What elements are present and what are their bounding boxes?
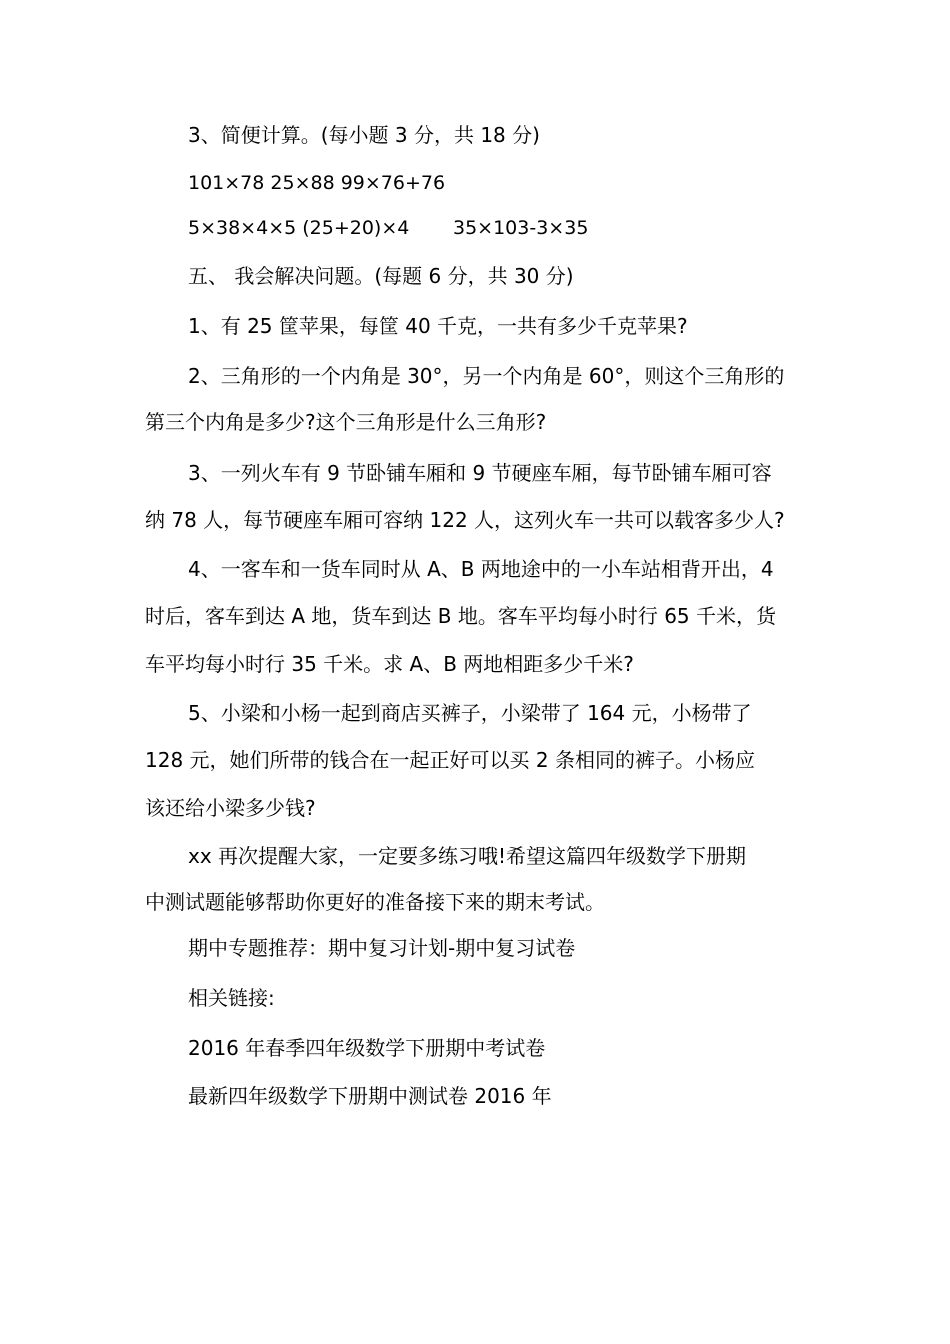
related-link-2[interactable]: 最新四年级数学下册期中测试卷 2016 年 bbox=[188, 1084, 552, 1108]
question-4-line-1: 4、一客车和一货车同时从 A、B 两地途中的一小车站相背开出，4 bbox=[188, 557, 774, 581]
calc-row-2-b: 35×103-3×35 bbox=[453, 217, 589, 239]
question-2-line-2: 第三个内角是多少?这个三角形是什么三角形? bbox=[145, 410, 547, 434]
closing-line-1: xx 再次提醒大家，一定要多练习哦!希望这篇四年级数学下册期 bbox=[188, 844, 747, 868]
question-5-line-2: 128 元，她们所带的钱合在一起正好可以买 2 条相同的裤子。小杨应 bbox=[145, 748, 755, 772]
question-3-line-1: 3、一列火车有 9 节卧铺车厢和 9 节硬座车厢，每节卧铺车厢可容 bbox=[188, 461, 772, 485]
question-3-line-2: 纳 78 人，每节硬座车厢可容纳 122 人，这列火车一共可以载客多少人? bbox=[145, 508, 785, 532]
question-4-line-3: 车平均每小时行 35 千米。求 A、B 两地相距多少千米? bbox=[145, 652, 634, 676]
related-links-label: 相关链接: bbox=[188, 986, 275, 1010]
question-1: 1、有 25 筐苹果，每筐 40 千克，一共有多少千克苹果? bbox=[188, 314, 688, 338]
question-5-line-1: 5、小梁和小杨一起到商店买裤子，小梁带了 164 元，小杨带了 bbox=[188, 701, 752, 725]
calc-row-1: 101×78 25×88 99×76+76 bbox=[188, 172, 446, 194]
closing-line-2: 中测试题能够帮助你更好的准备接下来的期末考试。 bbox=[145, 890, 605, 914]
question-5-line-3: 该还给小梁多少钱? bbox=[145, 796, 316, 820]
section3-heading: 3、简便计算。(每小题 3 分，共 18 分) bbox=[188, 123, 540, 147]
related-link-1[interactable]: 2016 年春季四年级数学下册期中考试卷 bbox=[188, 1036, 546, 1060]
question-4-line-2: 时后，客车到达 A 地，货车到达 B 地。客车平均每小时行 65 千米，货 bbox=[145, 604, 776, 628]
section5-heading: 五、 我会解决问题。(每题 6 分，共 30 分) bbox=[188, 264, 574, 288]
recommend-text: 期中专题推荐：期中复习计划-期中复习试卷 bbox=[188, 936, 576, 960]
calc-row-2-a: 5×38×4×5 (25+20)×4 bbox=[188, 217, 410, 239]
question-2-line-1: 2、三角形的一个内角是 30°，另一个内角是 60°，则这个三角形的 bbox=[188, 364, 785, 388]
